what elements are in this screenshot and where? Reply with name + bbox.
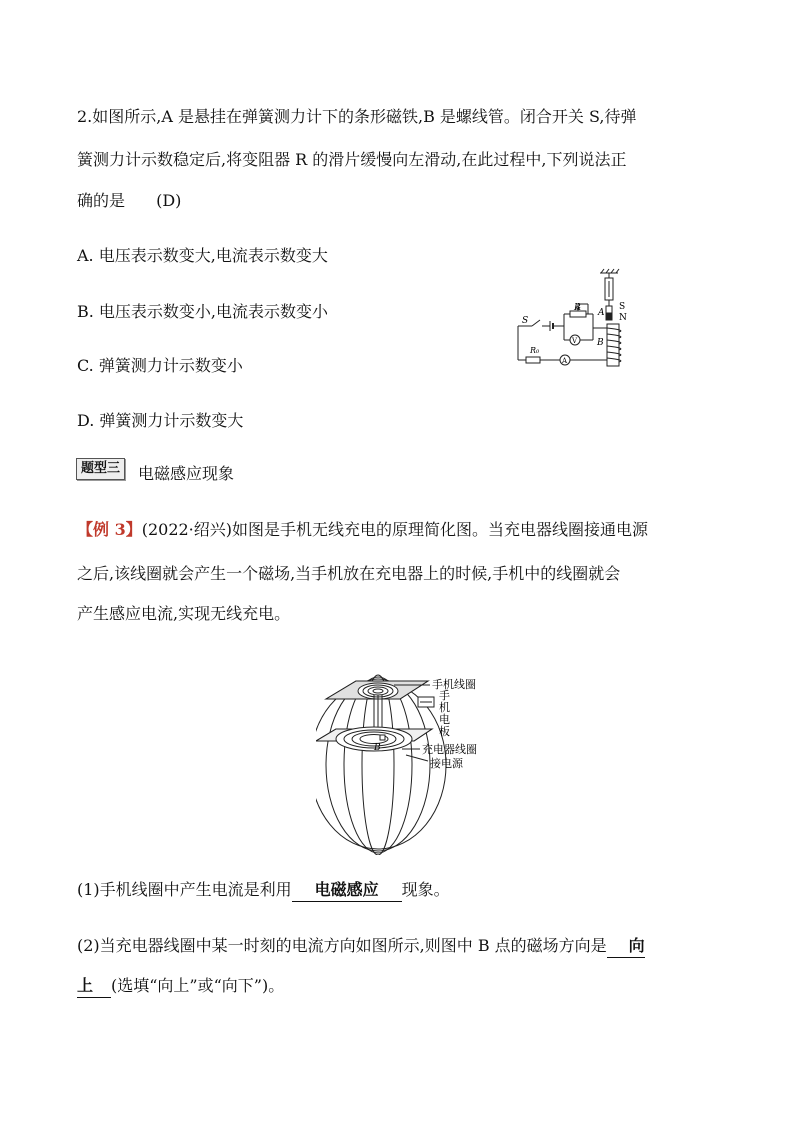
fig-label-phone-board-2: 机	[439, 701, 450, 714]
fig-label-ammeter: A	[562, 357, 568, 365]
fig-label-phone-coil: 手机线圈	[432, 678, 476, 691]
q2-answer: (D)	[156, 191, 182, 210]
example3-sub2-line2	[77, 975, 284, 998]
example3-line1	[77, 519, 648, 541]
example3-line2: 之后,该线圈就会产生一个磁场,当手机放在充电器上的时候,手机中的线圈就会	[77, 564, 621, 583]
sub1-pre: (1)手机线圈中产生电流是利用	[77, 880, 292, 899]
example3-label: 【例 3】	[77, 520, 142, 539]
q2-stem-line3-text: 确的是	[77, 191, 126, 210]
fig-label-r0: R₀	[530, 346, 540, 355]
q2-stem-line3	[77, 190, 181, 212]
sub2-pre: (2)当充电器线圈中某一时刻的电流方向如图所示,则图中 B 点的磁场方向是	[77, 936, 607, 955]
q2-stem-line1: 2.如图所示,A 是悬挂在弹簧测力计下的条形磁铁,B 是螺线管。闭合开关 S,待弹	[77, 107, 637, 126]
fig-label-resistor: R	[574, 303, 581, 313]
sub2-answer-b: 上	[77, 975, 111, 998]
sub1-answer: 电磁感应	[292, 879, 402, 902]
example3-line1-text: (2022·绍兴)如图是手机无线充电的原理简化图。当充电器线圈接通电源	[141, 520, 649, 539]
fig-label-switch: S	[522, 316, 529, 326]
example3-sub1	[77, 879, 450, 902]
fig-label-phone-board-1: 手	[439, 689, 450, 702]
fig-label-power: 接电源	[430, 757, 463, 770]
fig-label-phone-board-4: 板	[439, 725, 450, 738]
fig-label-charger-coil: 充电器线圈	[422, 743, 477, 756]
circuit-figure	[508, 268, 638, 374]
q2-stem-line2: 簧测力计示数稳定后,将变阻器 R 的滑片缓慢向左滑动,在此过程中,下列说法正	[77, 150, 627, 169]
fig-label-magnet: A	[598, 308, 605, 318]
sub1-post: 现象。	[401, 880, 450, 899]
fig-label-pole-n: N	[619, 313, 627, 323]
fig-label-pole-s: S	[619, 302, 626, 312]
example3-line3: 产生感应电流,实现无线充电。	[77, 604, 291, 623]
fig-label-phone-board-3: 电	[439, 713, 450, 726]
q2-option-b: B. 电压表示数变小,电流表示数变小	[77, 302, 329, 321]
section-title: 电磁感应现象	[138, 464, 235, 483]
wireless-charging-figure	[316, 655, 492, 855]
q2-option-c: C. 弹簧测力计示数变小	[77, 356, 243, 375]
sub2-answer-a: 向	[607, 935, 645, 958]
example3-sub2-line1	[77, 935, 645, 958]
q2-option-d: D. 弹簧测力计示数变大	[77, 411, 244, 430]
section-tag: 题型三	[76, 458, 125, 480]
fig-label-solenoid: B	[597, 338, 604, 348]
fig-label-voltmeter: V	[572, 337, 578, 345]
q2-option-a: A. 电压表示数变大,电流表示数变大	[77, 246, 328, 265]
fig-label-point-b: B	[374, 743, 381, 753]
sub2-post: (选填“向上”或“向下”)。	[111, 976, 285, 995]
